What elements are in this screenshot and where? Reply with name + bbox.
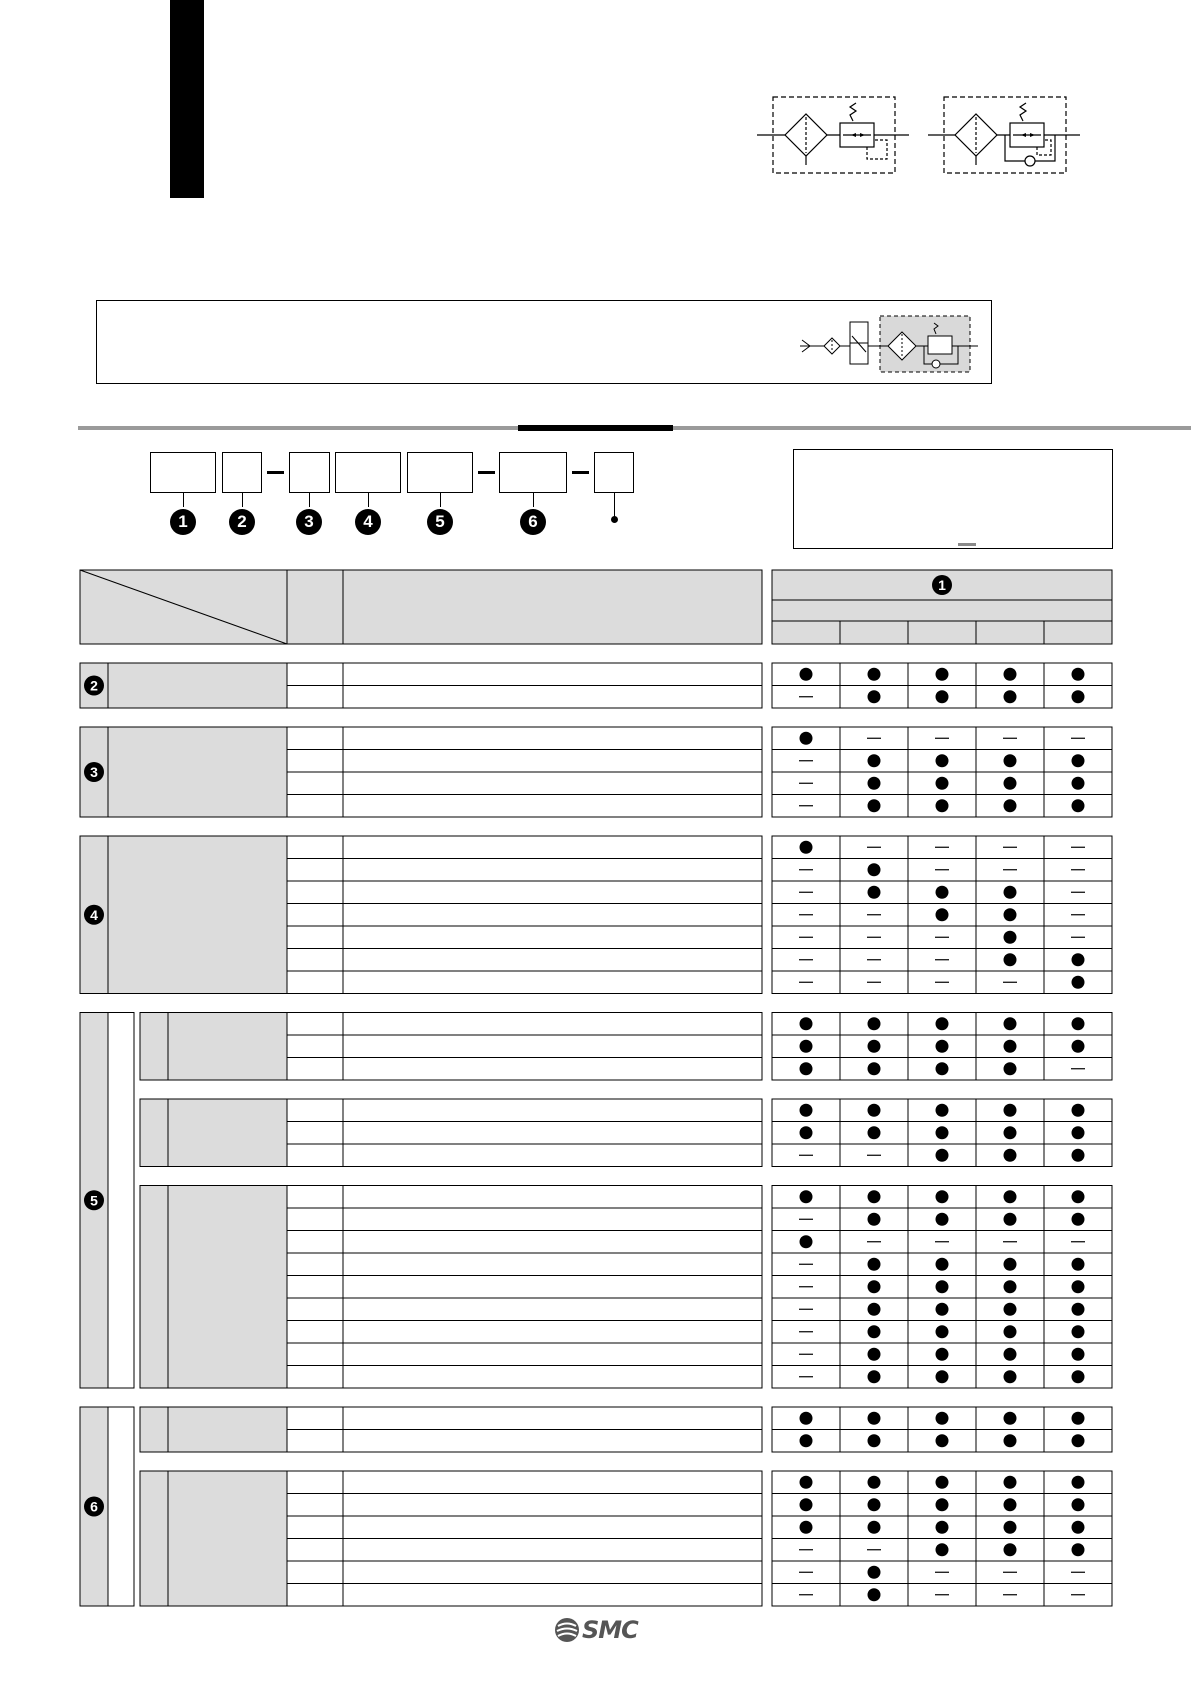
availability-dot — [800, 1104, 813, 1117]
availability-dot — [1004, 1040, 1017, 1053]
availability-dot — [868, 1566, 881, 1579]
availability-dot — [1004, 1348, 1017, 1361]
block-marker-cell — [140, 1471, 168, 1606]
group-label-cell — [108, 727, 287, 817]
table-row — [287, 1494, 762, 1517]
availability-dot — [800, 1412, 813, 1425]
availability-dot — [800, 1040, 813, 1053]
availability-dot — [868, 754, 881, 767]
availability-dot — [936, 1476, 949, 1489]
availability-dot — [1004, 908, 1017, 921]
header-badge — [932, 575, 952, 595]
availability-dot — [1004, 953, 1017, 966]
availability-dot — [1072, 1434, 1085, 1447]
availability-dot — [1072, 1543, 1085, 1556]
availability-dot — [1072, 976, 1085, 989]
table-row — [287, 859, 762, 882]
table-row — [287, 949, 762, 972]
code-badge-2: 2 — [229, 509, 255, 535]
availability-dot — [868, 886, 881, 899]
availability-dot — [1072, 1521, 1085, 1534]
availability-dot — [868, 1303, 881, 1316]
table-row — [287, 1276, 762, 1299]
table-row — [287, 1253, 762, 1276]
table-row — [287, 1144, 762, 1167]
availability-dot — [800, 841, 813, 854]
group-badge-2 — [84, 676, 104, 696]
brand-name: SMC — [582, 1616, 638, 1644]
table-row — [287, 750, 762, 773]
availability-dot — [1004, 1412, 1017, 1425]
availability-dot — [1072, 1258, 1085, 1271]
block-marker-cell — [140, 1099, 168, 1167]
availability-dot — [868, 690, 881, 703]
availability-dot — [1004, 1062, 1017, 1075]
block-marker-cell — [140, 1407, 168, 1452]
availability-dot — [1072, 777, 1085, 790]
table-row — [287, 1208, 762, 1231]
availability-dot — [1004, 1370, 1017, 1383]
availability-dot — [936, 668, 949, 681]
availability-dot — [1004, 1190, 1017, 1203]
availability-dot — [1072, 1040, 1085, 1053]
badge-text: 4 — [90, 906, 98, 923]
availability-dot — [868, 1434, 881, 1447]
availability-dot — [1072, 754, 1085, 767]
table-row — [287, 1058, 762, 1081]
availability-dot — [1004, 777, 1017, 790]
availability-dot — [936, 1543, 949, 1556]
availability-dot — [936, 1017, 949, 1030]
availability-dot — [868, 1040, 881, 1053]
availability-dot — [1072, 1370, 1085, 1383]
availability-dot — [936, 1280, 949, 1293]
table-row — [287, 1231, 762, 1254]
availability-dot — [1004, 1476, 1017, 1489]
availability-dot — [936, 1370, 949, 1383]
block-label-cell — [168, 1407, 287, 1452]
availability-dot — [868, 1104, 881, 1117]
availability-dot — [936, 886, 949, 899]
table-row — [287, 663, 762, 686]
block-label-cell — [168, 1013, 287, 1081]
availability-dot — [1004, 1213, 1017, 1226]
availability-dot — [800, 668, 813, 681]
availability-dot — [936, 908, 949, 921]
block-marker-cell — [140, 1013, 168, 1081]
availability-dot — [1004, 1280, 1017, 1293]
group-label-cell — [108, 663, 287, 708]
table-row — [287, 1430, 762, 1453]
header-description-cell — [343, 570, 762, 644]
availability-dot — [936, 1412, 949, 1425]
availability-dot — [936, 799, 949, 812]
availability-dot — [868, 1126, 881, 1139]
availability-dot — [868, 777, 881, 790]
block-label-cell — [168, 1099, 287, 1167]
availability-dot — [1072, 1476, 1085, 1489]
availability-dot — [800, 1190, 813, 1203]
group-badge-5 — [84, 1190, 104, 1210]
availability-dot — [868, 1521, 881, 1534]
availability-dot — [936, 1213, 949, 1226]
table-row — [287, 727, 762, 750]
availability-dot — [1004, 1258, 1017, 1271]
block-label-cell — [168, 1186, 287, 1389]
smc-logo — [554, 1616, 638, 1644]
availability-dot — [868, 1325, 881, 1338]
availability-dot — [936, 1258, 949, 1271]
availability-dot — [936, 777, 949, 790]
availability-dot — [1072, 690, 1085, 703]
table-row — [287, 971, 762, 994]
availability-dot — [936, 1521, 949, 1534]
badge-text: 3 — [90, 764, 98, 780]
table-row — [287, 1035, 762, 1058]
availability-dot — [868, 863, 881, 876]
block-label-cell — [168, 1471, 287, 1606]
code-badge-6: 6 — [520, 509, 546, 535]
availability-dot — [800, 732, 813, 745]
table-row — [287, 686, 762, 709]
availability-dot — [1072, 1213, 1085, 1226]
availability-dot — [1004, 799, 1017, 812]
group-badge-6 — [84, 1497, 104, 1517]
availability-dot — [1004, 668, 1017, 681]
code-badge-1: 1 — [170, 509, 196, 535]
availability-dot — [1072, 799, 1085, 812]
availability-dot — [800, 1235, 813, 1248]
availability-dot — [936, 1126, 949, 1139]
table-row — [287, 1099, 762, 1122]
group-badge-3 — [84, 762, 104, 782]
table-row — [287, 1561, 762, 1584]
availability-dot — [1072, 1280, 1085, 1293]
availability-dot — [1072, 953, 1085, 966]
availability-dot — [936, 1303, 949, 1316]
availability-dot — [1004, 690, 1017, 703]
availability-dot — [868, 668, 881, 681]
badge-text: 2 — [90, 677, 98, 694]
availability-dot — [868, 1062, 881, 1075]
table-row — [287, 1343, 762, 1366]
table-row — [287, 1539, 762, 1562]
availability-dot — [1072, 1412, 1085, 1425]
availability-dot — [868, 1258, 881, 1271]
table-row — [287, 1013, 762, 1036]
availability-dot — [1072, 1498, 1085, 1511]
availability-dot — [1004, 1543, 1017, 1556]
availability-dot — [1004, 1434, 1017, 1447]
badge-text: 1 — [938, 577, 946, 593]
availability-dot — [936, 690, 949, 703]
table-row — [287, 1407, 762, 1430]
availability-dot — [1072, 1149, 1085, 1162]
availability-dot — [1072, 1303, 1085, 1316]
table-row — [287, 926, 762, 949]
availability-dot — [1072, 1104, 1085, 1117]
table-row — [287, 1298, 762, 1321]
table-row — [287, 1366, 762, 1389]
group-label-cell — [108, 836, 287, 994]
availability-dot — [800, 1017, 813, 1030]
table-row — [287, 772, 762, 795]
group-badge-4 — [84, 905, 104, 925]
badge-text: 5 — [90, 1192, 98, 1209]
availability-dot — [936, 1190, 949, 1203]
availability-dot — [868, 1412, 881, 1425]
availability-dot — [868, 1476, 881, 1489]
availability-dot — [1004, 886, 1017, 899]
availability-dot — [800, 1498, 813, 1511]
availability-dot — [936, 1348, 949, 1361]
availability-dot — [936, 1040, 949, 1053]
code-badge-4: 4 — [355, 509, 381, 535]
availability-dot — [1004, 1017, 1017, 1030]
availability-dot — [868, 1348, 881, 1361]
smc-logo-icon — [554, 1617, 580, 1643]
availability-dot — [1004, 1521, 1017, 1534]
group-sub-cell — [108, 1407, 134, 1606]
code-badge-3: 3 — [296, 509, 322, 535]
code-badge-5: 5 — [427, 509, 453, 535]
table-row — [287, 1186, 762, 1209]
availability-dot — [1004, 754, 1017, 767]
table-row — [287, 881, 762, 904]
availability-dot — [868, 1280, 881, 1293]
availability-dot — [936, 1104, 949, 1117]
table-row — [287, 1516, 762, 1539]
availability-dot — [1004, 931, 1017, 944]
availability-dot — [800, 1062, 813, 1075]
block-marker-cell — [140, 1186, 168, 1389]
availability-dot — [1072, 1325, 1085, 1338]
availability-dot — [800, 1126, 813, 1139]
table-row — [287, 1584, 762, 1607]
availability-dot — [1072, 1126, 1085, 1139]
availability-dot — [1004, 1104, 1017, 1117]
table-row — [287, 836, 762, 859]
availability-dot — [868, 1190, 881, 1203]
availability-dot — [1072, 1190, 1085, 1203]
availability-dot — [868, 1498, 881, 1511]
badge-text: 6 — [90, 1498, 98, 1515]
availability-dot — [868, 1588, 881, 1601]
table-row — [287, 1122, 762, 1145]
availability-dot — [800, 1434, 813, 1447]
availability-dot — [1072, 1017, 1085, 1030]
availability-dot — [936, 754, 949, 767]
availability-dot — [936, 1498, 949, 1511]
availability-dot — [868, 1017, 881, 1030]
table-row — [287, 1471, 762, 1494]
availability-dot — [1004, 1325, 1017, 1338]
table-row — [287, 1321, 762, 1344]
table-row — [287, 904, 762, 927]
availability-dot — [936, 1325, 949, 1338]
availability-dot — [1004, 1303, 1017, 1316]
availability-dot — [1004, 1498, 1017, 1511]
availability-dot — [868, 1213, 881, 1226]
group-sub-cell — [108, 1013, 134, 1389]
availability-dot — [936, 1149, 949, 1162]
availability-dot — [936, 1434, 949, 1447]
table-row — [287, 795, 762, 818]
availability-dot — [868, 799, 881, 812]
availability-dot — [936, 1062, 949, 1075]
availability-dot — [800, 1476, 813, 1489]
availability-dot — [1004, 1126, 1017, 1139]
availability-dot — [1072, 1348, 1085, 1361]
availability-dot — [800, 1521, 813, 1534]
availability-dot — [1004, 1149, 1017, 1162]
availability-dot — [868, 1370, 881, 1383]
availability-dot — [1072, 668, 1085, 681]
